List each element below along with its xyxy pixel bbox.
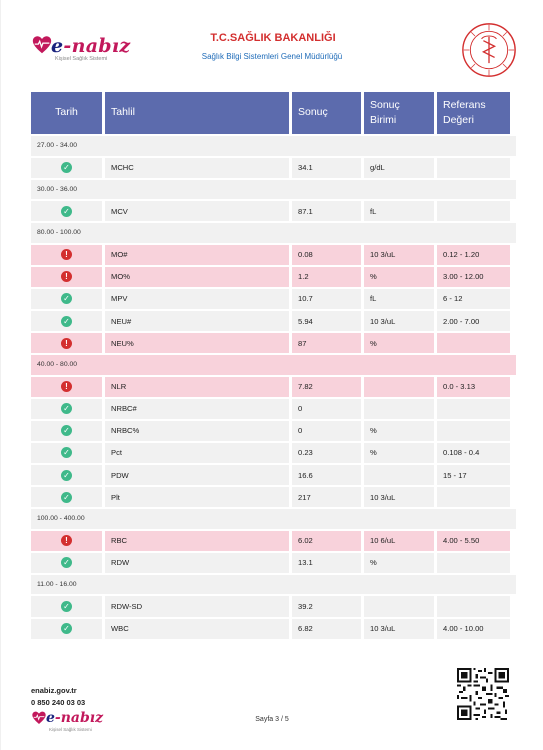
check-circle-icon: ✓ <box>61 470 72 481</box>
unit-cell: % <box>364 267 434 287</box>
table-row <box>31 553 516 573</box>
check-circle-icon: ✓ <box>61 557 72 568</box>
status-cell <box>31 465 102 485</box>
reference-cell: 3.00 - 12.00 <box>437 267 510 287</box>
result-cell: 5.94 <box>292 311 361 331</box>
reference-range-row: 27.00 - 34.00 <box>31 136 516 156</box>
unit-cell <box>364 596 434 616</box>
header-date: Tarih <box>31 92 102 134</box>
table-row <box>31 158 516 178</box>
reference-cell: 2.00 - 7.00 <box>437 311 510 331</box>
header-result: Sonuç <box>292 92 361 134</box>
reference-range-row: 11.00 - 16.00 <box>31 575 516 595</box>
status-cell <box>31 421 102 441</box>
test-name-cell: PDW <box>105 465 289 485</box>
footer-website[interactable]: enabiz.gov.tr <box>31 686 77 695</box>
reference-cell <box>437 487 510 507</box>
check-circle-icon: ✓ <box>61 447 72 458</box>
check-circle-icon: ✓ <box>61 492 72 503</box>
qr-code-icon <box>457 668 509 720</box>
unit-cell: 10 3/uL <box>364 311 434 331</box>
reference-cell <box>437 596 510 616</box>
unit-cell: g/dL <box>364 158 434 178</box>
status-cell <box>31 443 102 463</box>
table-row <box>31 377 516 397</box>
result-cell: 6.82 <box>292 619 361 639</box>
unit-cell: 10 3/uL <box>364 245 434 265</box>
reference-cell <box>437 421 510 441</box>
test-name-cell: MPV <box>105 289 289 309</box>
result-cell: 6.02 <box>292 531 361 551</box>
footer-logo-tagline: Kişisel Sağlık Sistemi <box>49 727 92 732</box>
header-reference: Referans Değeri <box>437 92 510 134</box>
reference-cell <box>437 553 510 573</box>
reference-cell: 6 - 12 <box>437 289 510 309</box>
table-row <box>31 289 516 309</box>
table-header <box>31 92 516 134</box>
check-circle-icon: ✓ <box>61 623 72 634</box>
exclamation-circle-icon: ! <box>61 381 72 392</box>
exclamation-circle-icon: ! <box>61 338 72 349</box>
table-row <box>31 333 516 353</box>
table-row <box>31 619 516 639</box>
table-row <box>31 311 516 331</box>
unit-cell <box>364 399 434 419</box>
status-cell <box>31 399 102 419</box>
result-cell: 87 <box>292 333 361 353</box>
test-name-cell: NRBC# <box>105 399 289 419</box>
unit-cell: % <box>364 333 434 353</box>
unit-cell: % <box>364 443 434 463</box>
test-name-cell: Pct <box>105 443 289 463</box>
test-name-cell: NLR <box>105 377 289 397</box>
test-name-cell: MO% <box>105 267 289 287</box>
reference-range-row: 80.00 - 100.00 <box>31 223 516 243</box>
result-cell: 0.23 <box>292 443 361 463</box>
test-name-cell: Plt <box>105 487 289 507</box>
unit-cell <box>364 465 434 485</box>
result-cell: 7.82 <box>292 377 361 397</box>
logo-wordmark: e-nabız <box>51 35 131 57</box>
check-circle-icon: ✓ <box>61 403 72 414</box>
check-circle-icon: ✓ <box>61 425 72 436</box>
reference-cell: 0.12 - 1.20 <box>437 245 510 265</box>
status-cell <box>31 289 102 309</box>
test-name-cell: RDW-SD <box>105 596 289 616</box>
check-circle-icon: ✓ <box>61 316 72 327</box>
test-name-cell: MO# <box>105 245 289 265</box>
status-cell <box>31 158 102 178</box>
table-row <box>31 267 516 287</box>
result-cell: 13.1 <box>292 553 361 573</box>
result-cell: 0.08 <box>292 245 361 265</box>
test-name-cell: NEU% <box>105 333 289 353</box>
reference-cell: 4.00 - 10.00 <box>437 619 510 639</box>
status-cell <box>31 487 102 507</box>
exclamation-circle-icon: ! <box>61 535 72 546</box>
footer-logo-wordmark: e-nabız <box>46 710 104 726</box>
reference-cell: 0.108 - 0.4 <box>437 443 510 463</box>
table-row <box>31 531 516 551</box>
status-cell <box>31 377 102 397</box>
unit-cell: fL <box>364 201 434 221</box>
table-row <box>31 201 516 221</box>
ministry-title: T.C.SAĞLIK BAKANLIĞI <box>210 32 336 44</box>
result-cell: 0 <box>292 421 361 441</box>
test-name-cell: NRBC% <box>105 421 289 441</box>
table-row <box>31 421 516 441</box>
header-unit: Sonuç Birimi <box>364 92 434 134</box>
status-cell <box>31 531 102 551</box>
result-cell: 0 <box>292 399 361 419</box>
unit-cell: 10 3/uL <box>364 619 434 639</box>
reference-cell <box>437 333 510 353</box>
status-cell <box>31 333 102 353</box>
reference-cell <box>437 399 510 419</box>
table-row <box>31 245 516 265</box>
reference-range-row: 40.00 - 80.00 <box>31 355 516 375</box>
logo-tagline: Kişisel Sağlık Sistemi <box>55 56 108 62</box>
unit-cell: fL <box>364 289 434 309</box>
reference-range-row: 30.00 - 36.00 <box>31 180 516 200</box>
test-name-cell: NEU# <box>105 311 289 331</box>
unit-cell: % <box>364 421 434 441</box>
exclamation-circle-icon: ! <box>61 249 72 260</box>
status-cell <box>31 619 102 639</box>
result-cell: 34.1 <box>292 158 361 178</box>
test-name-cell: WBC <box>105 619 289 639</box>
unit-cell: 10 3/uL <box>364 487 434 507</box>
check-circle-icon: ✓ <box>61 162 72 173</box>
reference-range-row: 100.00 - 400.00 <box>31 509 516 529</box>
result-cell: 217 <box>292 487 361 507</box>
table-row <box>31 596 516 616</box>
table-row <box>31 465 516 485</box>
reference-cell: 15 - 17 <box>437 465 510 485</box>
footer-phone: 0 850 240 03 03 <box>31 698 86 707</box>
check-circle-icon: ✓ <box>61 293 72 304</box>
table-row <box>31 443 516 463</box>
status-cell <box>31 267 102 287</box>
ministry-seal-icon <box>461 22 517 78</box>
status-cell <box>31 201 102 221</box>
result-cell: 16.6 <box>292 465 361 485</box>
check-circle-icon: ✓ <box>61 601 72 612</box>
reference-cell: 4.00 - 5.50 <box>437 531 510 551</box>
status-cell <box>31 553 102 573</box>
exclamation-circle-icon: ! <box>61 271 72 282</box>
result-cell: 1.2 <box>292 267 361 287</box>
header-test: Tahlil <box>105 92 289 134</box>
unit-cell <box>364 377 434 397</box>
result-cell: 87.1 <box>292 201 361 221</box>
lab-results-table <box>31 92 516 641</box>
page-indicator: Sayfa 3 / 5 <box>255 716 289 723</box>
result-cell: 39.2 <box>292 596 361 616</box>
test-name-cell: RDW <box>105 553 289 573</box>
result-cell: 10.7 <box>292 289 361 309</box>
unit-cell: 10 6/uL <box>364 531 434 551</box>
reference-cell <box>437 201 510 221</box>
test-name-cell: MCHC <box>105 158 289 178</box>
status-cell <box>31 596 102 616</box>
ministry-subtitle: Sağlık Bilgi Sistemleri Genel Müdürlüğü <box>201 52 343 61</box>
unit-cell: % <box>364 553 434 573</box>
test-name-cell: RBC <box>105 531 289 551</box>
table-body <box>31 136 516 639</box>
table-row <box>31 399 516 419</box>
reference-cell <box>437 158 510 178</box>
status-cell <box>31 245 102 265</box>
status-cell <box>31 311 102 331</box>
test-name-cell: MCV <box>105 201 289 221</box>
table-row <box>31 487 516 507</box>
check-circle-icon: ✓ <box>61 206 72 217</box>
reference-cell: 0.0 - 3.13 <box>437 377 510 397</box>
